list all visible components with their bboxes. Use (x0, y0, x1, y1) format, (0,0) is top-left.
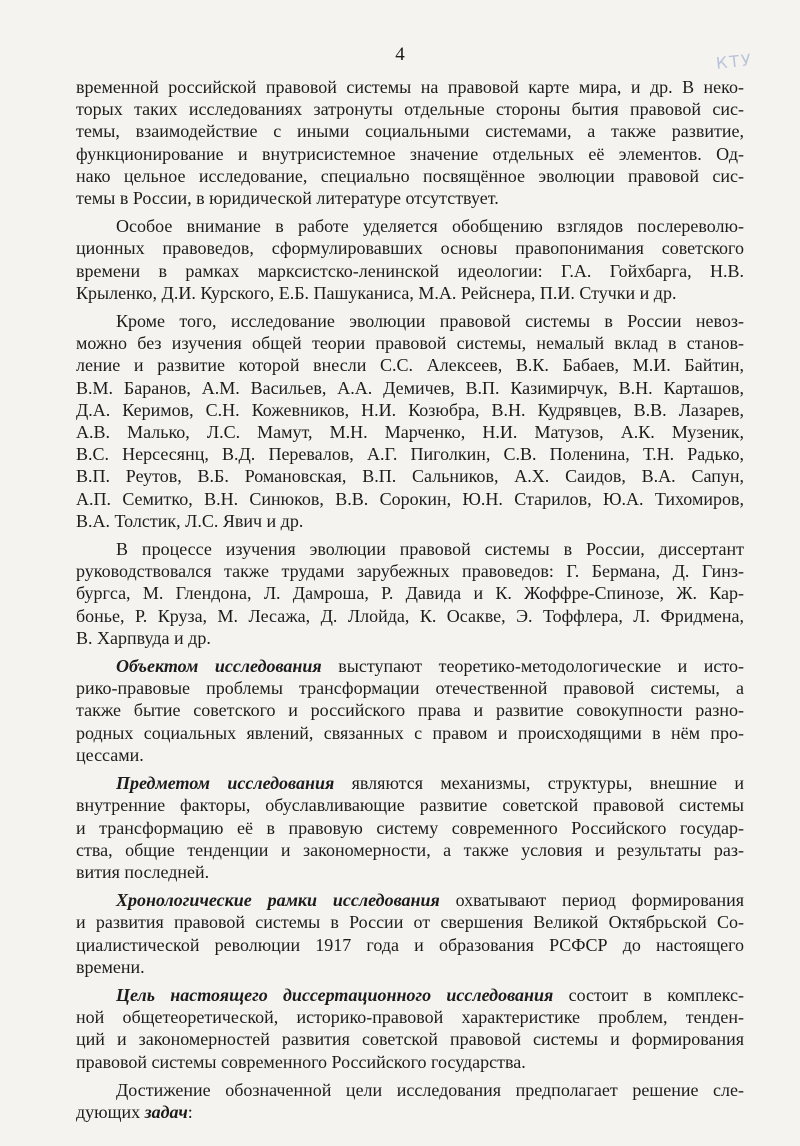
text-line: ства, общие тенденции и закономерности, а также условия и результаты раз- (76, 839, 744, 860)
text-run: выступают теоретико-методологические и исто- (321, 656, 744, 677)
text-line (76, 772, 744, 794)
paragraph-intro-continuation (76, 76, 744, 209)
text-line: В. Харпвуда и др. (76, 627, 211, 648)
text-line: ной общетеоретической, историко-правовой характеристике проблем, тенден- (76, 1007, 744, 1028)
text-line: внутренние факторы, обуславливающие развитие советской правовой системы (76, 795, 744, 816)
text-run: охватывают период формирования (439, 890, 744, 911)
paragraph-chronological-scope (76, 889, 744, 978)
text-line: ционных правоведов, сформулировавших основы правопонимания советского (76, 238, 744, 259)
text-line: также бытие советского и российского права и развитие совокупности разно- (76, 700, 744, 721)
text-line: можно без изучения общей теории правовой системы, немалый вклад в станов- (76, 333, 744, 354)
text-line: А.В. Малько, Л.С. Мамут, М.Н. Марченко, Н.И. Матузов, А.К. Музеник, (76, 422, 744, 443)
text-line (76, 889, 744, 911)
text-run: состоит в комплекс- (553, 984, 744, 1005)
text-line: торых таких исследованиях затронуты отдельные стороны бытия правовой сис- (76, 99, 744, 120)
text-line: вития последней. (76, 861, 210, 882)
text-line: функционирование и внутрисистемное значение отдельных её элементов. Од- (76, 143, 744, 164)
text-line (76, 655, 744, 677)
term-heading: Объектом исследования (116, 656, 322, 677)
term-heading: Предметом исследования (116, 773, 335, 794)
document-body (76, 76, 744, 1123)
text-line: ление и развитие которой внесли С.С. Алексеев, В.К. Бабаев, М.И. Байтин, (76, 355, 744, 376)
term-heading: Цель настоящего диссертационного исследования (116, 984, 554, 1005)
text-run: являются механизмы, структуры, внешние и (334, 773, 744, 794)
text-line: В.С. Нерсесянц, В.Д. Перевалов, А.Г. Пиголкин, С.В. Поленина, Т.Н. Радько, (76, 444, 744, 465)
text-line: бонье, Р. Круза, М. Лесажа, Д. Ллойда, К. Осакве, Э. Тоффлера, Л. Фридмена, (76, 605, 744, 626)
text-line: циалистической революции 1917 года и образования РСФСР до настоящего (76, 934, 744, 955)
text-run: дующих (76, 1101, 145, 1122)
text-line: бургса, М. Глендона, Л. Дамроша, Р. Давида и К. Жоффре-Спинозе, Ж. Кар- (76, 583, 744, 604)
paragraph-research-object (76, 655, 744, 766)
text-line: В процессе изучения эволюции правовой системы в России, диссертант (116, 539, 744, 560)
text-run: : (187, 1101, 193, 1122)
paragraph-soviet-jurists (76, 215, 744, 304)
text-line: Достижение обозначенной цели исследования предполагает решение сле- (116, 1079, 744, 1100)
text-line: и трансформацию её в правовую систему современного Российского государ- (76, 817, 744, 838)
tasks-term: задач (144, 1101, 188, 1122)
text-line: А.П. Семитко, В.Н. Синюков, В.В. Сорокин, Ю.Н. Старилов, Ю.А. Тихомиров, (76, 488, 744, 509)
paragraph-research-tasks (76, 1079, 744, 1123)
text-line (76, 984, 744, 1006)
text-line: Кроме того, исследование эволюции правовой системы в России невоз- (116, 311, 744, 332)
text-line: родных социальных явлений, связанных с правом и происходящими в нём про- (76, 722, 744, 743)
text-line: и развития правовой системы в России от свершения Великой Октябрьской Со- (76, 912, 744, 933)
term-heading: Хронологические рамки исследования (116, 890, 440, 911)
text-line: рико-правовые проблемы трансформации отечественной правовой системы, а (76, 678, 744, 699)
text-line: ций и закономерностей развития советской правовой системы и формирования (76, 1029, 744, 1050)
text-line: правовой системы современного Российского государства. (76, 1051, 526, 1072)
text-line: В.П. Реутов, В.Б. Романовская, В.П. Сальников, А.Х. Саидов, В.А. Сапун, (76, 466, 744, 487)
paragraph-general-theory (76, 310, 744, 532)
text-line: темы в России, в юридической литературе отсутствует. (76, 188, 499, 209)
text-line: времени. (76, 956, 145, 977)
text-line: В.М. Баранов, А.М. Васильев, А.А. Демичев, В.П. Казимирчук, В.Н. Карташов, (76, 377, 744, 398)
page-number: 4 (395, 44, 405, 65)
text-line: Крыленко, Д.И. Курского, Е.Б. Пашуканиса, М.А. Рейснера, П.И. Стучки и др. (76, 282, 677, 303)
text-line: Особое внимание в работе уделяется обобщению взглядов послереволю- (116, 216, 744, 237)
text-line (76, 1101, 744, 1123)
text-line: времени в рамках марксистско-ленинской идеологии: Г.А. Гойхбарга, Н.В. (76, 260, 744, 281)
paragraph-research-subject (76, 772, 744, 883)
text-line: темы, взаимодействие с иными социальными системами, а также развитие, (76, 121, 744, 142)
text-line: Д.А. Керимов, С.Н. Кожевников, Н.И. Козюбра, В.Н. Кудрявцев, В.В. Лазарев, (76, 399, 744, 420)
text-line: В.А. Толстик, Л.С. Явич и др. (76, 510, 304, 531)
text-line: цессами. (76, 744, 144, 765)
text-line: руководствовался также трудами зарубежных правоведов: Г. Бермана, Д. Гинз- (76, 561, 744, 582)
paragraph-research-goal (76, 984, 744, 1073)
text-line: нако цельное исследование, специально посвящённое эволюции правовой сис- (76, 165, 744, 186)
paragraph-foreign-jurists (76, 538, 744, 649)
text-line: временной российской правовой системы на правовой карте мира, и др. В неко- (76, 77, 744, 97)
library-stamp: КТУ (715, 50, 754, 73)
